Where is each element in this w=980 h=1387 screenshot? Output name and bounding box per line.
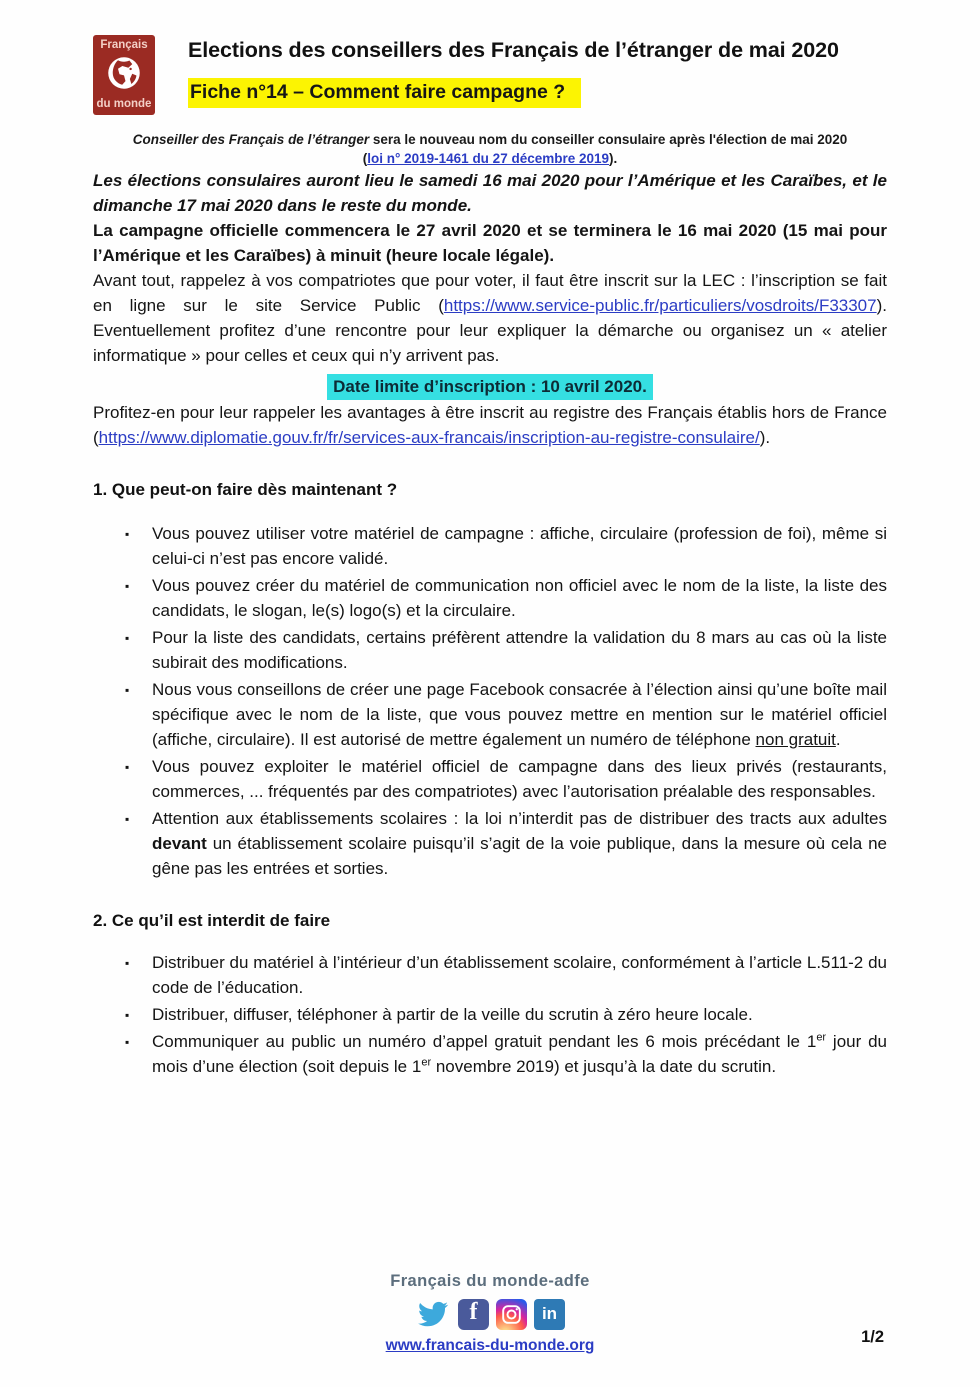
paragraph-lec-registration bbox=[93, 268, 887, 368]
underlined-text: non gratuit bbox=[755, 730, 836, 749]
list-item: ▪ Distribuer du matériel à l’intérieur d’un établissement scolaire, conformément à l’article L.511-2 du code de l’éducation. bbox=[125, 950, 887, 1000]
bold-text: devant bbox=[152, 834, 207, 853]
paragraph-registre-post: ). bbox=[759, 428, 771, 447]
document-header bbox=[93, 35, 887, 115]
francais-du-monde-logo bbox=[93, 35, 155, 115]
list-item-text: Attention aux établissements scolaires : la loi n’interdit pas de distribuer des tracts aux adultes bbox=[152, 809, 887, 828]
list-item: ▪ Vous pouvez créer du matériel de communication non officiel avec le nom de la liste, la liste des candidats, le slogan, le(s) logo(s) et la circulaire. bbox=[125, 573, 887, 623]
linkedin-icon[interactable]: in bbox=[534, 1299, 565, 1330]
list-item bbox=[125, 677, 887, 752]
list-item bbox=[125, 1029, 887, 1079]
law-link[interactable]: loi n° 2019-1461 du 27 décembre 2019 bbox=[367, 151, 610, 166]
list-item: ▪ Distribuer, diffuser, téléphoner à partir de la veille du scrutin à zéro heure locale. bbox=[125, 1002, 887, 1027]
subnote-italic-text: Conseiller des Français de l’étranger bbox=[132, 132, 370, 147]
paragraph-election-dates: Les élections consulaires auront lieu le samedi 16 mai 2020 pour l’Amérique et les Caraïbes, et le dimanche 17 mai 2020 dans le reste du monde. bbox=[93, 171, 887, 215]
law-paren-open: ( bbox=[362, 151, 368, 166]
page-number: 1/2 bbox=[861, 1328, 884, 1346]
list-item-text: Nous vous conseillons de créer une page Facebook consacrée à l’élection ainsi qu’une boîte mail spécifique avec le nom de la liste, que vous pouvez mettre en mention sur le matériel officiel (affiche, circulaire). Il est autorisé de mettre également un numéro de téléphone bbox=[152, 680, 887, 749]
paragraph-campaign-dates: La campagne officielle commencera le 27 avril 2020 et se terminera le 16 mai 2020 (15 mai pour l’Amérique et les Caraïbes) à minuit (heure locale légale). bbox=[93, 221, 887, 265]
list-item-text: Communiquer au public un numéro d’appel gratuit pendant les 6 mois précédant le 1 bbox=[152, 1032, 817, 1051]
service-public-link[interactable]: https://www.service-public.fr/particuliers/vosdroits/F33307 bbox=[443, 296, 877, 315]
fiche-highlight-title: Fiche n°14 – Comment faire campagne ? bbox=[188, 78, 581, 108]
list-item: ▪ Vous pouvez exploiter le matériel officiel de campagne dans des lieux privés (restaurants, commerces, ... fréquentés par des compatriotes) avec l’autorisation préalable des responsables. bbox=[125, 754, 887, 804]
organization-name: Français du monde-adfe bbox=[390, 1272, 590, 1290]
list-item bbox=[125, 806, 887, 881]
law-paren-close: ). bbox=[609, 151, 618, 166]
logo-top-text: Français bbox=[100, 39, 148, 51]
list-item-text: . bbox=[835, 730, 841, 749]
logo-bottom-text: du monde bbox=[96, 97, 152, 110]
section2-list bbox=[93, 950, 887, 1079]
paragraph-registre bbox=[93, 400, 887, 450]
paragraph-lec-pre: Avant tout, rappelez à vos compatriotes que pour voter, il faut être inscrit sur la LEC : l’inscription se fait en ligne sur le site Service Public ( bbox=[93, 271, 887, 315]
diplomatie-link[interactable]: https://www.diplomatie.gouv.fr/fr/services-aux-francais/inscription-au-registre-consulaire/ bbox=[98, 428, 760, 447]
paragraph-lec-post: ). Eventuellement profitez d’une rencontre pour leur expliquer la démarche ou organisez un « atelier informatique » pour celles et ceux qui n’y arrivent pas. bbox=[93, 296, 887, 365]
subnote-text: sera le nouveau nom du conseiller consulaire après l'élection de mai 2020 bbox=[369, 132, 848, 147]
list-item-text: novembre 2019) et jusqu’à la date du scrutin. bbox=[431, 1057, 777, 1076]
paragraph-registre-pre: Profitez-en pour leur rappeler les avantages à être inscrit au registre des Français établis hors de France ( bbox=[93, 403, 887, 447]
list-item-text: un établissement scolaire puisqu’il s’agit de la voie publique, dans la mesure où cela ne gêne pas les entrées et sorties. bbox=[152, 834, 887, 878]
list-item: ▪ Vous pouvez utiliser votre matériel de campagne : affiche, circulaire (profession de foi), même si celui-ci n’est pas encore validé. bbox=[125, 521, 887, 571]
list-item-text: jour du mois d’une élection (soit depuis le 1 bbox=[152, 1032, 888, 1076]
website-link[interactable]: www.francais-du-monde.org bbox=[385, 1337, 595, 1354]
subnote bbox=[93, 130, 887, 168]
section1-heading: 1. Que peut-on faire dès maintenant ? bbox=[93, 480, 398, 499]
superscript-er: er bbox=[421, 1056, 432, 1069]
page-footer bbox=[0, 1272, 980, 1355]
twitter-icon[interactable] bbox=[415, 1299, 451, 1329]
page-title: Elections des conseillers des Français de l’étranger de mai 2020 bbox=[188, 38, 839, 62]
deadline-row bbox=[93, 374, 887, 400]
deadline-highlight: Date limite d’inscription : 10 avril 2020. bbox=[327, 374, 653, 400]
social-icons-row bbox=[0, 1296, 980, 1332]
superscript-er: er bbox=[816, 1031, 827, 1044]
instagram-icon[interactable] bbox=[496, 1299, 527, 1330]
list-item: ▪ Pour la liste des candidats, certains préfèrent attendre la validation du 8 mars au cas où la liste subirait des modifications. bbox=[125, 625, 887, 675]
section1-list bbox=[93, 521, 887, 881]
section2-heading: 2. Ce qu’il est interdit de faire bbox=[93, 911, 331, 930]
facebook-icon[interactable]: f bbox=[458, 1299, 489, 1330]
globe-icon bbox=[106, 55, 142, 95]
